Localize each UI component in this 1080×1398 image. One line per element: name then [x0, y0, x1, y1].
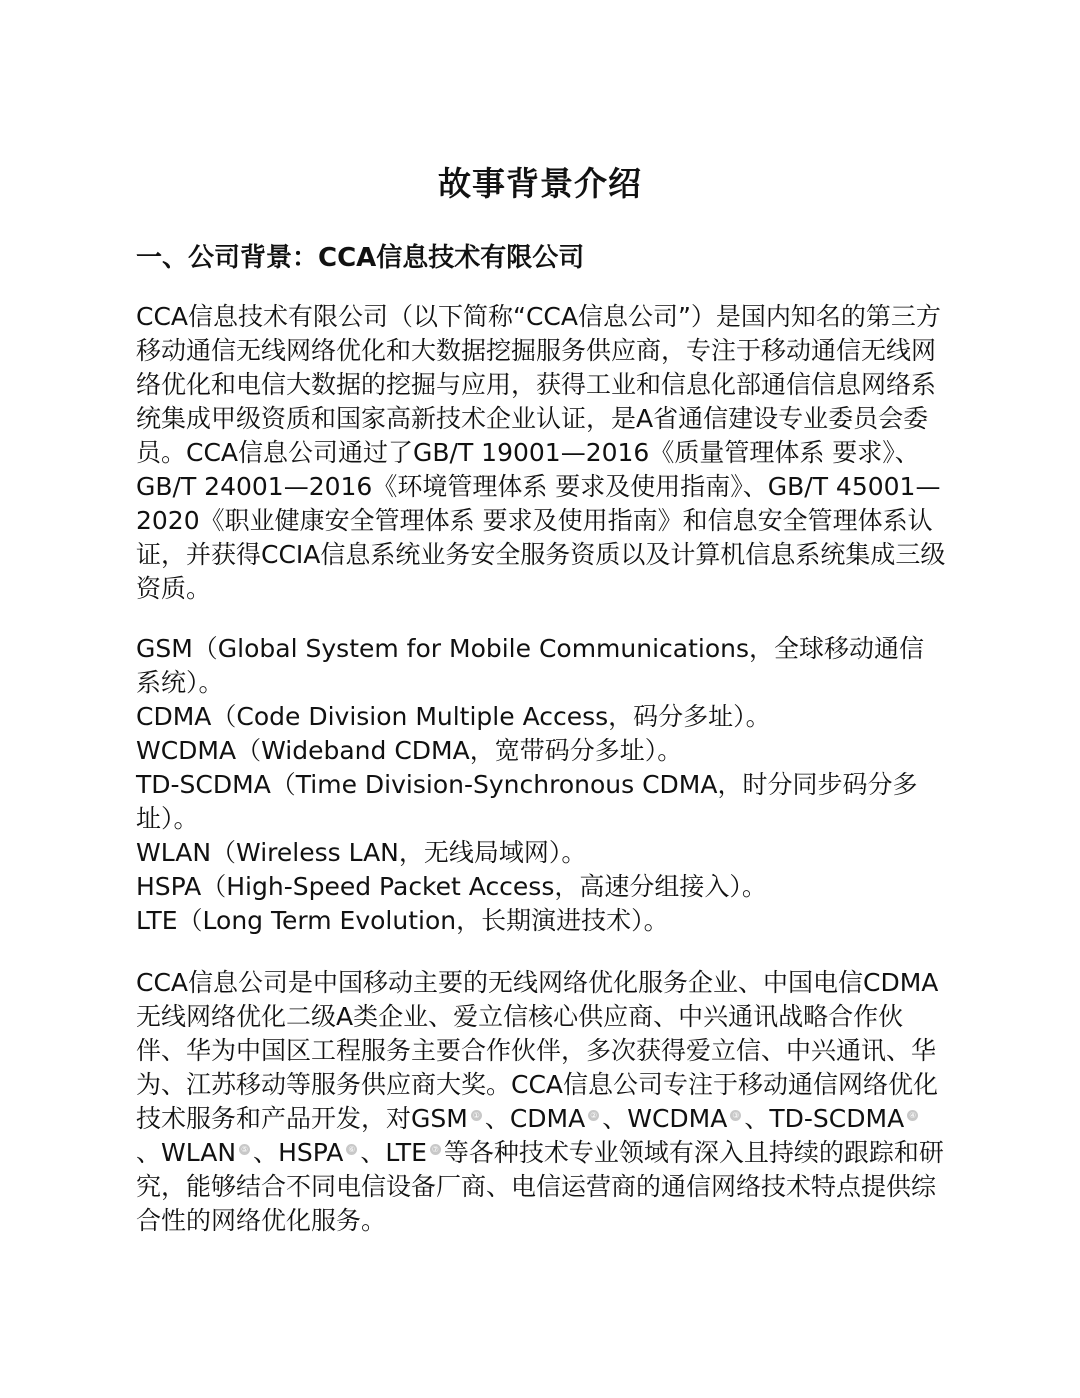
footnote-marker-1[interactable]: ① [472, 1110, 480, 1120]
term-tdscdma: TD-SCDMA（Time Division-Synchronous CDMA，时分同步码分多址）。 [136, 770, 918, 833]
term-wcdma: WCDMA（Wideband CDMA，宽带码分多址）。 [136, 736, 683, 765]
footnote-marker-4[interactable]: ④ [909, 1110, 917, 1120]
term-gsm: GSM（Global System for Mobile Communications，全球移动通信系统）。 [136, 634, 925, 697]
term-hspa: HSPA（High-Speed Packet Access，高速分组接入）。 [136, 872, 767, 901]
section-heading: 一、公司背景：CCA信息技术有限公司 [136, 243, 585, 273]
separator: 、 [136, 1138, 162, 1167]
term-cdma: CDMA（Code Division Multiple Access，码分多址）。 [136, 702, 771, 731]
footnote-marker-6[interactable]: ⑥ [348, 1144, 356, 1154]
separator: 、 [360, 1138, 386, 1167]
wlan-text: WLAN [161, 1138, 237, 1167]
footnote-marker-7[interactable]: ⑦ [431, 1144, 439, 1154]
separator: 、 [602, 1104, 628, 1133]
intro-paragraph: CCA信息技术有限公司（以下简称“CCA信息公司”）是国内知名的第三方移动通信无线网络优化和大数据挖掘服务供应商，专注于移动通信无线网络优化和电信大数据的挖掘与应用，获得工业和信息化部通信信息网络系统集成甲级资质和国家高新技术企业认证，是A省通信建设专业委员会委员。CCA信息公司通过了GB/T 19001—2016《质量管理体系 要求》、GB/T 24001—2016《环境管理体系 要求及使用指南》、GB/T 45001—2020《职业健康安全管理体系 要求及使用指南》和信息安全管理体系认证，并获得CCIA信息系统业务安全服务资质以及计算机信息系统集成三级资质。 [136, 302, 946, 603]
hspa-text: HSPA [278, 1138, 344, 1167]
gsm-text: GSM [411, 1104, 468, 1133]
lte-text: LTE [385, 1138, 427, 1167]
separator: 、 [484, 1104, 510, 1133]
company-profile-paragraph [136, 966, 946, 1238]
profile-rest-text: 等各种技术专业领域有深入且持续的跟踪和研究，能够结合不同电信设备厂商、电信运营商的通信网络技术特点提供综合性的网络优化服务。 [136, 1138, 944, 1235]
separator: 、 [253, 1138, 279, 1167]
footnote-marker-3[interactable]: ③ [732, 1110, 740, 1120]
tdscdma-text: TD-SCDMA [769, 1104, 905, 1133]
term-wlan: WLAN（Wireless LAN，无线局域网）。 [136, 838, 587, 867]
term-lte: LTE（Long Term Evolution，长期演进技术）。 [136, 906, 669, 935]
profile-lead-text: CCA信息公司是中国移动主要的无线网络优化服务企业、中国电信CDMA无线网络优化二级A类企业、爱立信核心供应商、中兴通讯战略合作伙伴、华为中国区工程服务主要合作伙伴，多次获得爱立信、中兴通讯、华为、江苏移动等服务供应商大奖。CCA信息公司专注于移动通信网络优化技术服务和产品开发，对 [136, 968, 939, 1133]
separator: 、 [744, 1104, 770, 1133]
footnote-marker-2[interactable]: ② [590, 1110, 598, 1120]
footnote-marker-5[interactable]: ⑤ [240, 1144, 249, 1154]
cdma-text: CDMA [509, 1104, 586, 1133]
page-title: 故事背景介绍 [438, 164, 642, 203]
term-list [136, 632, 946, 938]
wcdma-text: WCDMA [627, 1104, 728, 1133]
